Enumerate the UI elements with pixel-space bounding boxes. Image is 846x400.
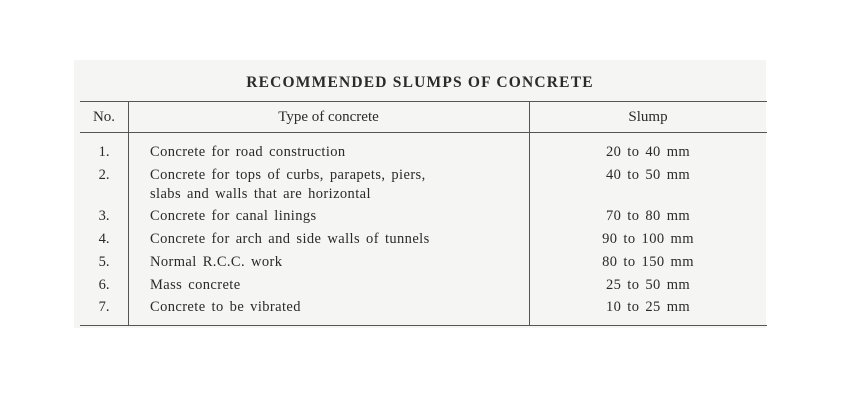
- concrete-type: [150, 253, 520, 272]
- row-number: 2.: [98, 167, 110, 183]
- concrete-type-line: Normal R.C.C. work: [150, 254, 283, 270]
- header-slump: Slump: [628, 109, 668, 125]
- row-number: 1.: [98, 144, 110, 160]
- table-top-rule: [80, 101, 767, 102]
- row-number: 7.: [98, 299, 110, 315]
- concrete-type-line: Concrete for arch and side walls of tunnels: [150, 231, 430, 247]
- concrete-type-line: Concrete for tops of curbs, parapets, piers,: [150, 167, 426, 183]
- concrete-type: [150, 166, 520, 204]
- concrete-type: [150, 298, 520, 317]
- concrete-type-line: Concrete to be vibrated: [150, 299, 301, 315]
- column-divider-1: [128, 101, 129, 325]
- table-title: RECOMMENDED SLUMPS OF CONCRETE: [246, 74, 594, 91]
- concrete-type-line: slabs and walls that are horizontal: [150, 186, 371, 202]
- table-panel: [74, 60, 766, 328]
- slump-value: 70 to 80 mm: [605, 208, 691, 224]
- row-number: 6.: [98, 277, 110, 293]
- slump-value: 25 to 50 mm: [605, 277, 691, 293]
- table-bottom-rule: [80, 325, 767, 326]
- row-number: 3.: [98, 208, 110, 224]
- header-no: No.: [92, 109, 116, 125]
- row-number: 4.: [98, 231, 110, 247]
- concrete-type-line: Mass concrete: [150, 277, 241, 293]
- concrete-type: [150, 143, 520, 162]
- slump-table: [80, 101, 767, 326]
- concrete-type: [150, 207, 520, 226]
- slump-value: 90 to 100 mm: [602, 231, 694, 247]
- slump-value: 10 to 25 mm: [605, 299, 691, 315]
- slump-value: 20 to 40 mm: [605, 144, 691, 160]
- concrete-type-line: Concrete for road construction: [150, 144, 346, 160]
- row-number: 5.: [98, 254, 110, 270]
- header-rule: [80, 132, 767, 133]
- slump-value: 40 to 50 mm: [605, 167, 691, 183]
- slump-value: 80 to 150 mm: [602, 254, 694, 270]
- header-type-of-concrete: Type of concrete: [278, 109, 379, 125]
- concrete-type: [150, 230, 520, 249]
- concrete-type: [150, 276, 520, 295]
- concrete-type-line: Concrete for canal linings: [150, 208, 317, 224]
